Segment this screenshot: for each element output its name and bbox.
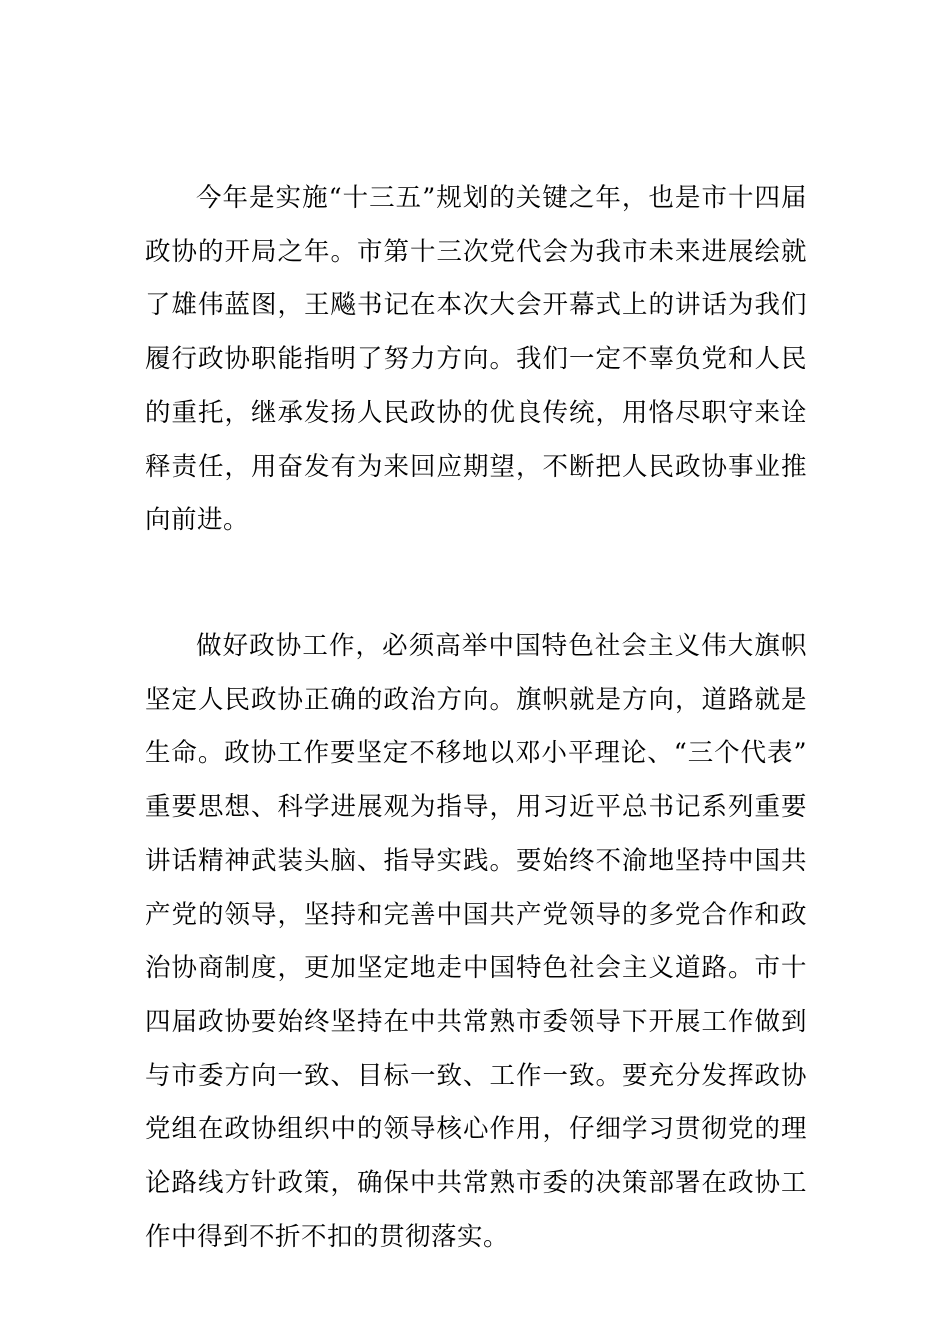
paragraph-1: 今年是实施“十三五”规划的关键之年，也是市十四届政协的开局之年。市第十三次党代会为我市未来进展绘就了雄伟蓝图，王飚书记在本次大会开幕式上的讲话为我们履行政协职能指明了努力方向。我们一定不辜负党和人民的重托，继承发扬人民政协的优良传统，用恪尽职守来诠释责任，用奋发有为来回应期望，不断把人民政协事业推向前进。 <box>145 183 807 536</box>
paragraph-2: 做好政协工作，必须高举中国特色社会主义伟大旗帜坚定人民政协正确的政治方向。旗帜就是方向，道路就是生命。政协工作要坚定不移地以邓小平理论、“三个代表”重要思想、科学进展观为指导，用习近平总书记系列重要讲话精神武装头脑、指导实践。要始终不渝地坚持中国共产党的领导，坚持和完善中国共产党领导的多党合作和政治协商制度，更加坚定地走中国特色社会主义道路。市十四届政协要始终坚持在中共常熟市委领导下开展工作做到与市委方向一致、目标一致、工作一致。要充分发挥政协党组在政协组织中的领导核心作用，仔细学习贯彻党的理论路线方针政策，确保中共常熟市委的决策部署在政协工作中得到不折不扣的贯彻落实。 <box>145 631 807 1252</box>
